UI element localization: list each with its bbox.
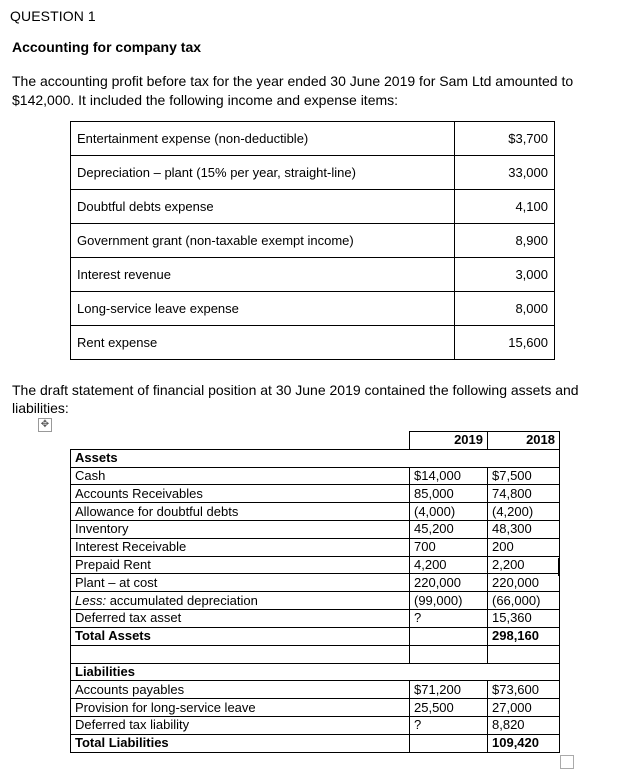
assets-heading: Assets — [71, 449, 410, 467]
fp-row-2018: 15,360 — [488, 609, 560, 627]
income-label: Rent expense — [71, 326, 455, 360]
income-amount: 4,100 — [455, 190, 555, 224]
fp-row-2019: ? — [410, 716, 488, 734]
total-assets-row — [71, 627, 560, 645]
fp-row-2018: 74,800 — [488, 485, 560, 503]
income-label: Government grant (non-taxable exempt income) — [71, 224, 455, 258]
fp-row-2019: 4,200 — [410, 556, 488, 574]
fp-row-2019: 700 — [410, 538, 488, 556]
income-row — [71, 224, 555, 258]
fp-row — [71, 538, 560, 556]
fp-row-2019: 25,500 — [410, 699, 488, 717]
liabilities-heading-row — [71, 663, 560, 681]
question-title: QUESTION 1 — [10, 8, 96, 24]
income-row — [71, 326, 555, 360]
fp-row-2018: 48,300 — [488, 520, 560, 538]
fp-row-label: Deferred tax liability — [71, 716, 410, 734]
income-row — [71, 258, 555, 292]
income-label: Depreciation – plant (15% per year, straight-line) — [71, 156, 455, 190]
fp-row — [71, 574, 560, 592]
fp-row — [71, 592, 560, 610]
income-label: Doubtful debts expense — [71, 190, 455, 224]
fp-row-2019: (4,000) — [410, 503, 488, 521]
section-title: Accounting for company tax — [12, 39, 202, 55]
income-row — [71, 292, 555, 326]
fp-row — [71, 520, 560, 538]
fp-row-label: Prepaid Rent — [71, 556, 410, 574]
income-label: Long-service leave expense — [71, 292, 455, 326]
fp-row — [71, 556, 560, 574]
fp-row-2018: 27,000 — [488, 699, 560, 717]
fp-row-2019: 85,000 — [410, 485, 488, 503]
income-amount: 8,000 — [455, 292, 555, 326]
total-liabilities-label: Total Liabilities — [71, 734, 410, 752]
fp-row-label: Deferred tax asset — [71, 609, 410, 627]
income-amount: 15,600 — [455, 326, 555, 360]
income-row — [71, 156, 555, 190]
total-liabilities-row — [71, 734, 560, 752]
spacer-row — [71, 645, 560, 663]
income-amount: 3,000 — [455, 258, 555, 292]
fp-row-2018: $7,500 — [488, 467, 560, 485]
assets-heading-row — [71, 449, 560, 467]
move-icon[interactable]: ✥ — [38, 418, 52, 432]
total-assets-label: Total Assets — [71, 627, 410, 645]
fp-row-label: Plant – at cost — [71, 574, 410, 592]
fp-row-2019: $71,200 — [410, 681, 488, 699]
income-label: Entertainment expense (non-deductible) — [71, 122, 455, 156]
fp-row — [71, 609, 560, 627]
fp-row-2019: (99,000) — [410, 592, 488, 610]
fp-row-2018: (66,000) — [488, 592, 560, 610]
fp-row-label: Inventory — [71, 520, 410, 538]
fp-row-label — [71, 592, 410, 610]
fp-row-label: Allowance for doubtful debts — [71, 503, 410, 521]
fp-row — [71, 681, 560, 699]
fp-row-2018: 2,200 — [488, 556, 560, 574]
fp-row — [71, 699, 560, 717]
income-amount: 33,000 — [455, 156, 555, 190]
fp-row-2019: 220,000 — [410, 574, 488, 592]
fp-row — [71, 467, 560, 485]
intro-line-2: $142,000. It included the following income and expense items: — [12, 92, 399, 108]
fp-row-label: Accounts Receivables — [71, 485, 410, 503]
fp-row-2018: 220,000 — [488, 574, 560, 592]
financial-position-table — [70, 431, 560, 753]
year-2019-header: 2019 — [410, 432, 488, 450]
text-cursor — [558, 558, 559, 576]
fp-row — [71, 716, 560, 734]
fp-row-2019: 45,200 — [410, 520, 488, 538]
fp-row-label-prefix: Less: — [75, 592, 107, 608]
total-assets-2018: 298,160 — [488, 627, 560, 645]
liabilities-heading: Liabilities — [71, 663, 410, 681]
income-row — [71, 190, 555, 224]
fp-row-label-text: accumulated depreciation — [106, 592, 258, 608]
fp-row — [71, 503, 560, 521]
fp-row-label: Accounts payables — [71, 681, 410, 699]
fp-row-label: Cash — [71, 467, 410, 485]
fp-row-2019: $14,000 — [410, 467, 488, 485]
draft-line-1: The draft statement of financial position at 30 June 2019 contained the following assets and — [12, 382, 579, 398]
total-liabilities-2018: 109,420 — [488, 734, 560, 752]
income-row — [71, 122, 555, 156]
income-amount: 8,900 — [455, 224, 555, 258]
fp-row-2018: $73,600 — [488, 681, 560, 699]
income-expense-table — [70, 121, 555, 360]
fp-row-2018: 8,820 — [488, 716, 560, 734]
fp-row-2018: 200 — [488, 538, 560, 556]
intro-line-1: The accounting profit before tax for the year ended 30 June 2019 for Sam Ltd amounted to — [12, 73, 574, 89]
year-2018-header: 2018 — [488, 432, 560, 450]
income-label: Interest revenue — [71, 258, 455, 292]
income-amount: $3,700 — [455, 122, 555, 156]
fp-row-label: Provision for long-service leave — [71, 699, 410, 717]
header-row — [71, 432, 560, 450]
fp-row-label: Interest Receivable — [71, 538, 410, 556]
fp-row — [71, 485, 560, 503]
fp-row-2018: (4,200) — [488, 503, 560, 521]
draft-line-2: liabilities: — [12, 400, 69, 416]
fp-row-2019: ? — [410, 609, 488, 627]
